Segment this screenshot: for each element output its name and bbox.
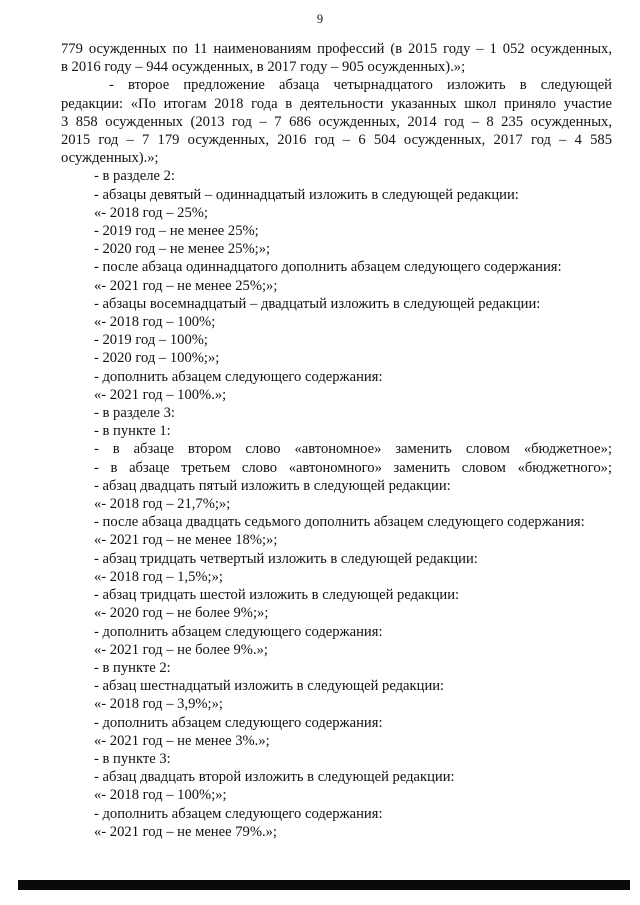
paragraph-line: - второе предложение абзаца четырнадцатого изложить в следующей [109,77,612,94]
list-item: «- 2021 год – не более 9%.»; [94,641,268,658]
list-item: «- 2018 год – 3,9%;»; [94,696,223,713]
list-item: - абзац шестнадцатый изложить в следующей редакции: [94,678,445,695]
list-item: «- 2018 год – 25%; [94,204,208,221]
list-item: «- 2021 год – не менее 3%.»; [94,732,270,749]
list-item: - в пункте 2: [94,659,171,676]
list-item: «- 2018 год – 100%; [94,314,216,331]
list-item: - в пункте 3: [94,750,171,767]
list-item: - дополнить абзацем следующего содержания: [94,623,383,640]
list-item: «- 2018 год – 100%;»; [94,787,227,804]
list-item: - абзацы девятый – одиннадцатый изложить в следующей редакции: [94,186,519,203]
list-item: - в разделе 2: [94,168,175,185]
paragraph-line: осужденных).»; [61,150,159,167]
paragraph-line: редакции: «По итогам 2018 года в деятельности указанных школ приняло участие [61,95,612,112]
list-item: - после абзаца одиннадцатого дополнить абзацем следующего содержания: [94,259,562,276]
list-item: - абзац двадцать пятый изложить в следующей редакции: [94,477,451,494]
list-item: «- 2021 год – 100%.»; [94,386,227,403]
list-item: «- 2021 год – не менее 25%;»; [94,277,278,294]
paragraph-line: в 2016 году – 944 осужденных, в 2017 году – 905 осужденных).»; [61,59,466,76]
list-item: «- 2018 год – 21,7%;»; [94,496,231,513]
scan-edge-bar [18,880,630,890]
list-item: - в абзаце третьем слово «автономного» заменить словом «бюджетного»; [94,459,612,476]
list-item: - абзац двадцать второй изложить в следующей редакции: [94,769,455,786]
list-item: - 2019 год – не менее 25%; [94,223,259,240]
list-item: - после абзаца двадцать седьмого дополнить абзацем следующего содержания: [94,514,585,531]
list-item: «- 2018 год – 1,5%;»; [94,568,223,585]
paragraph-line: 2015 год – 7 179 осужденных, 2016 год – 6 504 осужденных, 2017 год – 4 585 [61,132,612,149]
list-item: - в абзаце втором слово «автономное» заменить словом «бюджетное»; [94,441,612,458]
list-item: - 2020 год – не менее 25%;»; [94,241,271,258]
list-item: - 2019 год – 100%; [94,332,208,349]
list-item: - дополнить абзацем следующего содержания: [94,805,383,822]
list-item: «- 2021 год – не менее 79%.»; [94,823,277,840]
list-item: - абзац тридцать четвертый изложить в следующей редакции: [94,550,478,567]
list-item: - дополнить абзацем следующего содержания: [94,714,383,731]
paragraph-line: 3 858 осужденных (2013 год – 7 686 осужденных, 2014 год – 8 235 осужденных, [61,113,612,130]
paragraph-line: 779 осужденных по 11 наименованиям профессий (в 2015 году – 1 052 осужденных, [61,41,612,57]
page-number: 9 [316,12,324,26]
document-body [61,40,612,841]
list-item: «- 2020 год – не более 9%;»; [94,605,269,622]
list-item: - абзац тридцать шестой изложить в следующей редакции: [94,587,460,604]
list-item: - в пункте 1: [94,423,171,440]
list-item: «- 2021 год – не менее 18%;»; [94,532,278,549]
list-item: - в разделе 3: [94,405,175,422]
list-item: - абзацы восемнадцатый – двадцатый изложить в следующей редакции: [94,295,541,312]
list-item: - 2020 год – 100%;»; [94,350,220,367]
list-item: - дополнить абзацем следующего содержания: [94,368,383,385]
